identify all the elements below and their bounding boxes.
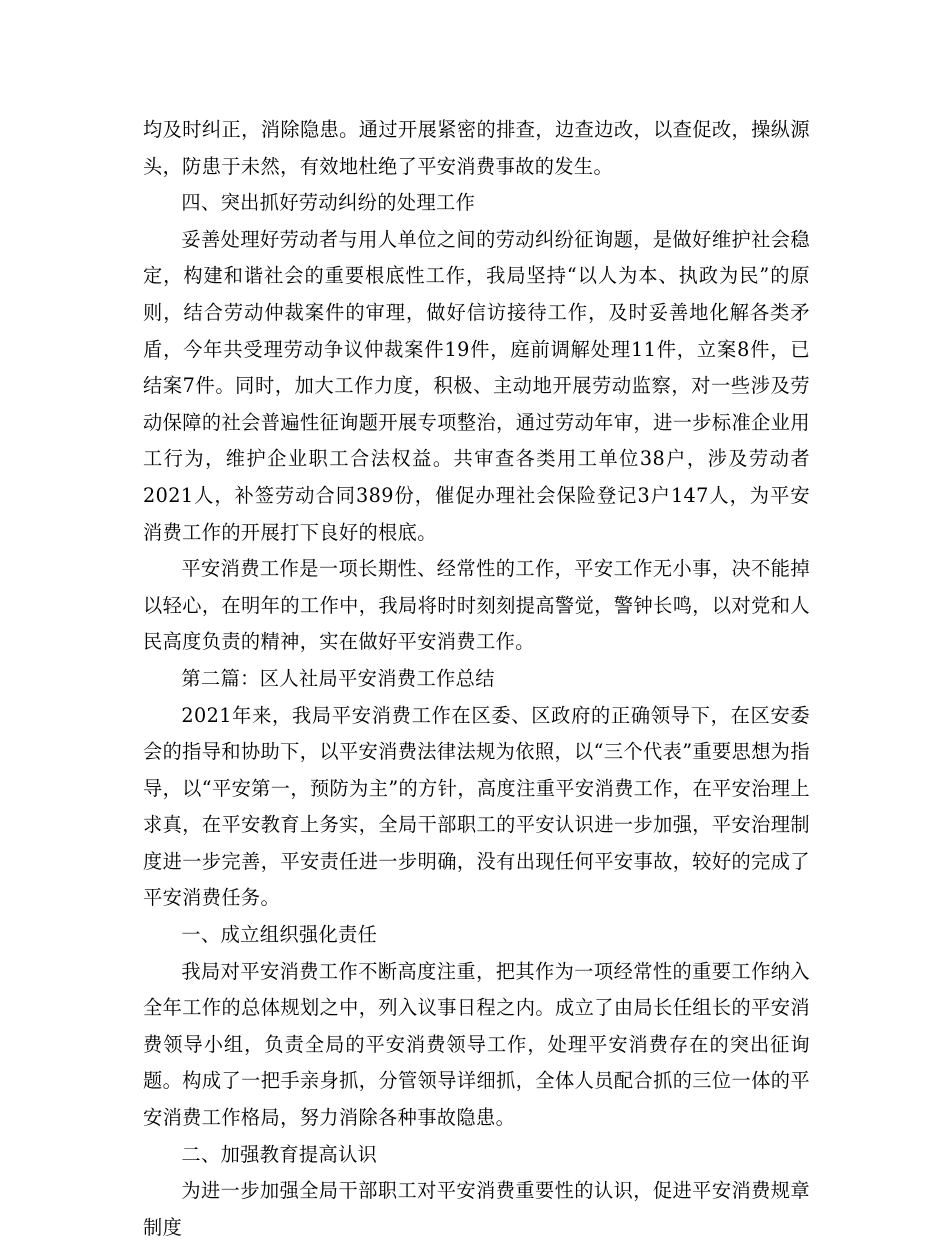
paragraph-education: 为进一步加强全局干部职工对平安消费重要性的认识，促进平安消费规章制度 (143, 1179, 810, 1239)
section-heading-4: 四、突出抓好劳动纠纷的处理工作 (181, 191, 476, 215)
section-heading-1: 一、成立组织强化责任 (181, 923, 378, 947)
part-two-title: 第二篇：区人社局平安消费工作总结 (181, 666, 495, 690)
paragraph-intro-2021: 2021年来，我局平安消费工作在区委、区政府的正确领导下，在区安委会的指导和协助下，以平安消费法律法规为依照，以“三个代表”重要思想为指导，以“平安第一，预防为主”的方针，高度注重平安消费工作，在平安治理上求真，在平安教育上务实，全局干部职工的平安认识进一步加强，平安治理制度进一步完善，平安责任进一步明确，没有出现任何平安事故，较好的完成了平安消费任务。 (143, 703, 810, 910)
paragraph-organization: 我局对平安消费工作不断高度注重，把其作为一项经常性的重要工作纳入全年工作的总体规划之中，列入议事日程之内。成立了由局长任组长的平安消费领导小组，负责全局的平安消费领导工作，处理平安消费存在的突出征询题。构成了一把手亲身抓，分管领导详细抓，全体人员配合抓的三位一体的平安消费工作格局，努力消除各种事故隐患。 (143, 959, 810, 1130)
paragraph-conclusion: 平安消费工作是一项长期性、经常性的工作，平安工作无小事，决不能掉以轻心，在明年的工作中，我局将时时刻刻提高警觉，警钟长鸣，以对党和人民高度负责的精神，实在做好平安消费工作。 (143, 557, 810, 654)
section-heading-2: 二、加强教育提高认识 (181, 1142, 378, 1166)
paragraph-labor-disputes: 妥善处理好劳动者与用人单位之间的劳动纠纷征询题，是做好维护社会稳定，构建和谐社会的重要根底性工作，我局坚持“以人为本、执政为民”的原则，结合劳动仲裁案件的审理，做好信访接待工作，及时妥善地化解各类矛盾，今年共受理劳动争议仲裁案件19件，庭前调解处理11件，立案8件，已结案7件。同时，加大工作力度，积极、主动地开展劳动监察，对一些涉及劳动保障的社会普遍性征询题开展专项整治，通过劳动年审，进一步标准企业用工行为，维护企业职工合法权益。共审查各类用工单位38户，涉及劳动者2021人，补签劳动合同389份，催促办理社会保险登记3户147人，为平安消费工作的开展打下良好的根底。 (143, 227, 810, 544)
document-body (143, 112, 810, 1246)
paragraph-continuation: 均及时纠正，消除隐患。通过开展紧密的排查，边查边改，以查促改，操纵源头，防患于未然，有效地杜绝了平安消费事故的发生。 (143, 118, 810, 178)
